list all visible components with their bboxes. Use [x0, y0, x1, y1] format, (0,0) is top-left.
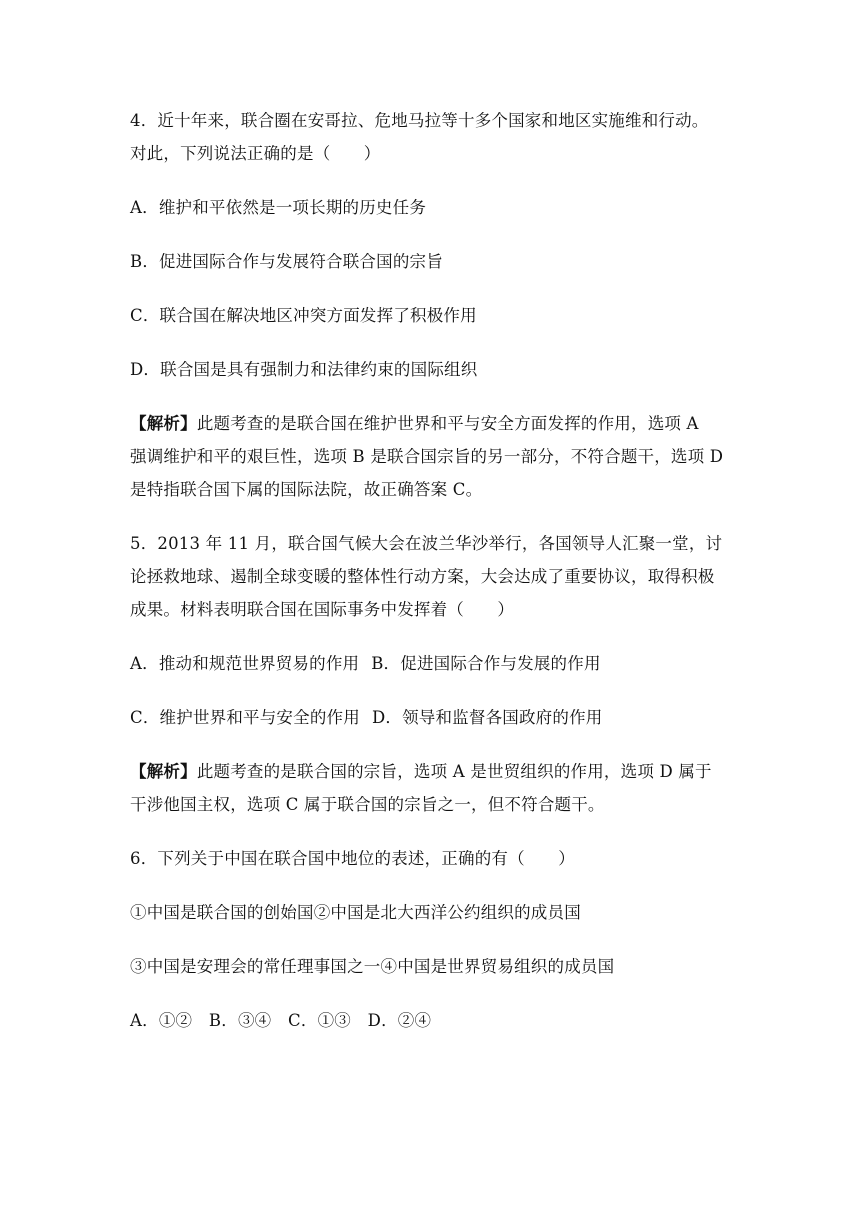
question-5-option-a: A．推动和规范世界贸易的作用	[130, 654, 360, 673]
question-4	[130, 104, 740, 506]
question-5-options-row-1	[130, 647, 740, 680]
question-6-statement-line-1: ①中国是联合国的创始国②中国是北大西洋公约组织的成员国	[130, 903, 581, 922]
question-4-stem-line-2: 对此，下列说法正确的是（ ）	[130, 144, 381, 163]
question-5-analysis	[130, 755, 740, 821]
question-6	[130, 842, 740, 1037]
question-4-option-b: B．促进国际合作与发展符合联合国的宗旨	[130, 252, 443, 271]
question-5-stem-line-3: 成果。材料表明联合国在国际事务中发挥着（ ）	[130, 600, 515, 619]
question-5-analysis-line-2: 干涉他国主权，选项 C 属于联合国的宗旨之一，但不符合题干。	[130, 795, 605, 814]
question-5-option-c: C．维护世界和平与安全的作用	[130, 708, 360, 727]
question-5-option-d: D．领导和监督各国政府的作用	[371, 708, 603, 727]
question-6-options: A．①② B．③④ C．①③ D．②④	[130, 1011, 432, 1030]
question-6-statement-line-2: ③中国是安理会的常任理事国之一④中国是世界贸易组织的成员国	[130, 957, 615, 976]
question-5-analysis-line-1: 此题考查的是联合国的宗旨，选项 A 是世贸组织的作用，选项 D 属于	[196, 762, 712, 781]
document-page	[130, 104, 740, 1037]
question-4-option-a: A．维护和平依然是一项长期的历史任务	[130, 198, 427, 217]
question-5-stem-line-1: 5．2013 年 11 月，联合国气候大会在波兰华沙举行，各国领导人汇聚一堂，讨	[130, 534, 723, 553]
question-4-analysis-line-3: 是特指联合国下属的国际法院，故正确答案 C。	[130, 480, 483, 499]
question-4-option-c: C．联合国在解决地区冲突方面发挥了积极作用	[130, 306, 477, 325]
question-4-analysis-line-1: 此题考查的是联合国在维护世界和平与安全方面发挥的作用，选项 A	[196, 414, 699, 433]
question-4-option-d: D．联合国是具有强制力和法律约束的国际组织	[130, 360, 478, 379]
question-4-analysis	[130, 407, 740, 506]
question-5-option-b: B．促进国际合作与发展的作用	[371, 654, 601, 673]
question-5-stem-line-2: 论拯救地球、遏制全球变暖的整体性行动方案，大会达成了重要协议，取得积极	[130, 567, 715, 586]
question-4-stem-line-1: 4．近十年来，联合圈在安哥拉、危地马拉等十多个国家和地区实施维和行动。	[130, 111, 709, 130]
analysis-tag: 【解析】	[130, 414, 197, 433]
question-5	[130, 527, 740, 821]
question-4-analysis-line-2: 强调维护和平的艰巨性，选项 B 是联合国宗旨的另一部分，不符合题干，选项 D	[130, 447, 724, 466]
analysis-tag: 【解析】	[130, 762, 197, 781]
question-6-stem: 6．下列关于中国在联合国中地位的表述，正确的有（ ）	[130, 849, 575, 868]
question-5-options-row-2	[130, 701, 740, 734]
